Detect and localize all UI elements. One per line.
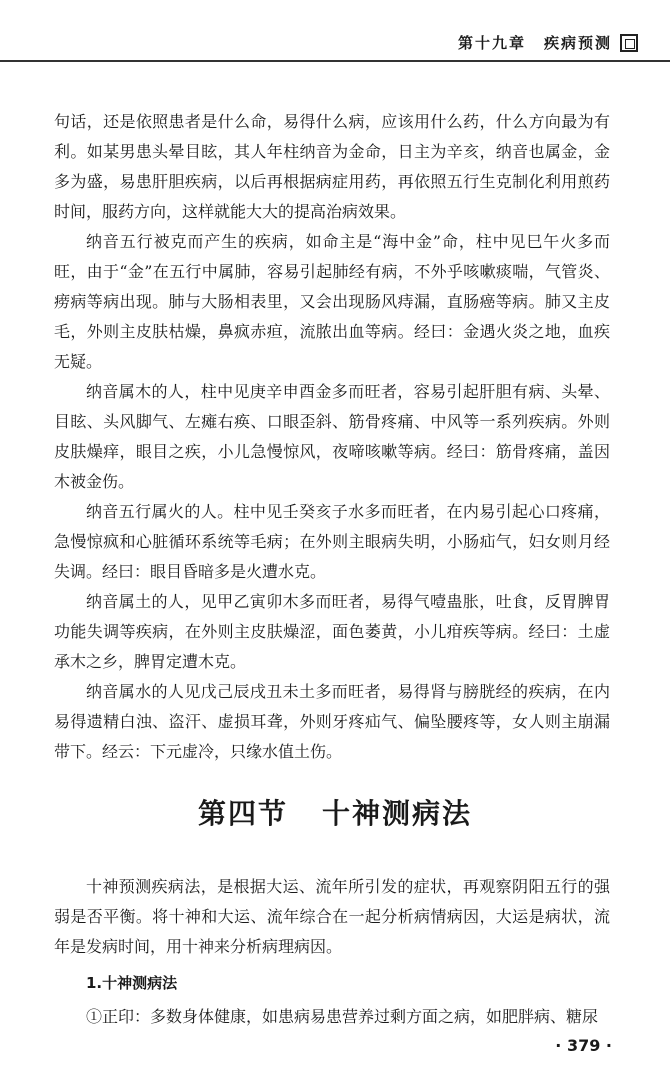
header-rule [0,60,670,62]
body-text-top [54,107,610,767]
page-number: · 379 · [555,1036,612,1055]
paragraph: 纳音五行属火的人。柱中见壬癸亥子水多而旺者，在内易引起心口疼痛，急慢惊疯和心脏循环系统等毛病；在外则主眼病失明，小肠疝气，妇女则月经失调。经曰：眼目昏暗多是火遭水克。 [54,502,610,581]
paragraph: ①正印：多数身体健康，如患病易患营养过剩方面之病，如肥胖病、糖尿 [86,1007,599,1026]
chapter-topic: 疾病预测 [543,34,612,52]
square-icon [620,34,638,52]
section-title: 十神测病法 [322,797,473,830]
section-heading [0,792,670,832]
body-text-bottom [54,872,610,1032]
paragraph: 纳音属土的人，见甲乙寅卯木多而旺者，易得气噎蛊胀，吐食，反胃脾胃功能失调等疾病，在外则主皮肤燥涩，面色萎黄，小儿疳疾等病。经曰：土虚承木之乡，脾胃定遭木克。 [54,592,610,671]
running-header [458,32,638,53]
chapter-label: 第十九章 [457,34,526,52]
subheading: 1.十神测病法 [86,974,178,992]
section-number: 第四节 [197,797,288,830]
paragraph: 纳音属水的人见戊己辰戌丑未土多而旺者，易得肾与膀胱经的疾病，在内易得遗精白浊、盗汗、虚损耳聋，外则牙疼疝气、偏坠腰疼等，女人则主崩漏带下。经云：下元虚冷，只缘水值土伤。 [54,682,610,761]
paragraph: 十神预测疾病法，是根据大运、流年所引发的症状，再观察阴阳五行的强弱是否平衡。将十神和大运、流年综合在一起分析病情病因，大运是病状，流年是发病时间，用十神来分析病理病因。 [54,877,610,956]
paragraph: 纳音五行被克而产生的疾病，如命主是“海中金”命，柱中见巳午火多而旺，由于“金”在五行中属肺，容易引起肺经有病，不外乎咳嗽痰喘，气管炎、痨病等病出现。肺与大肠相表里，又会出现肠风痔漏，直肠癌等病。肺又主皮毛，外则主皮肤枯燥，鼻疯赤疸，流脓出血等病。经曰：金遇火炎之地，血疾无疑。 [54,232,610,371]
paragraph: 纳音属木的人，柱中见庚辛申酉金多而旺者，容易引起肝胆有病、头晕、目眩、头风脚气、左瘫右痪、口眼歪斜、筋骨疼痛、中风等一系列疾病。外则皮肤燥痒，眼目之疾，小儿急慢惊风，夜啼咳嗽等病。经曰：筋骨疼痛，盖因木被金伤。 [54,382,610,491]
paragraph: 句话，还是依照患者是什么命，易得什么病，应该用什么药，什么方向最为有利。如某男患头晕目眩，其人年柱纳音为金命，日主为辛亥，纳音也属金，金多为盛，易患肝胆疾病，以后再根据病症用药，再依照五行生克制化利用煎药时间，服药方向，这样就能大大的提高治病效果。 [54,112,610,221]
